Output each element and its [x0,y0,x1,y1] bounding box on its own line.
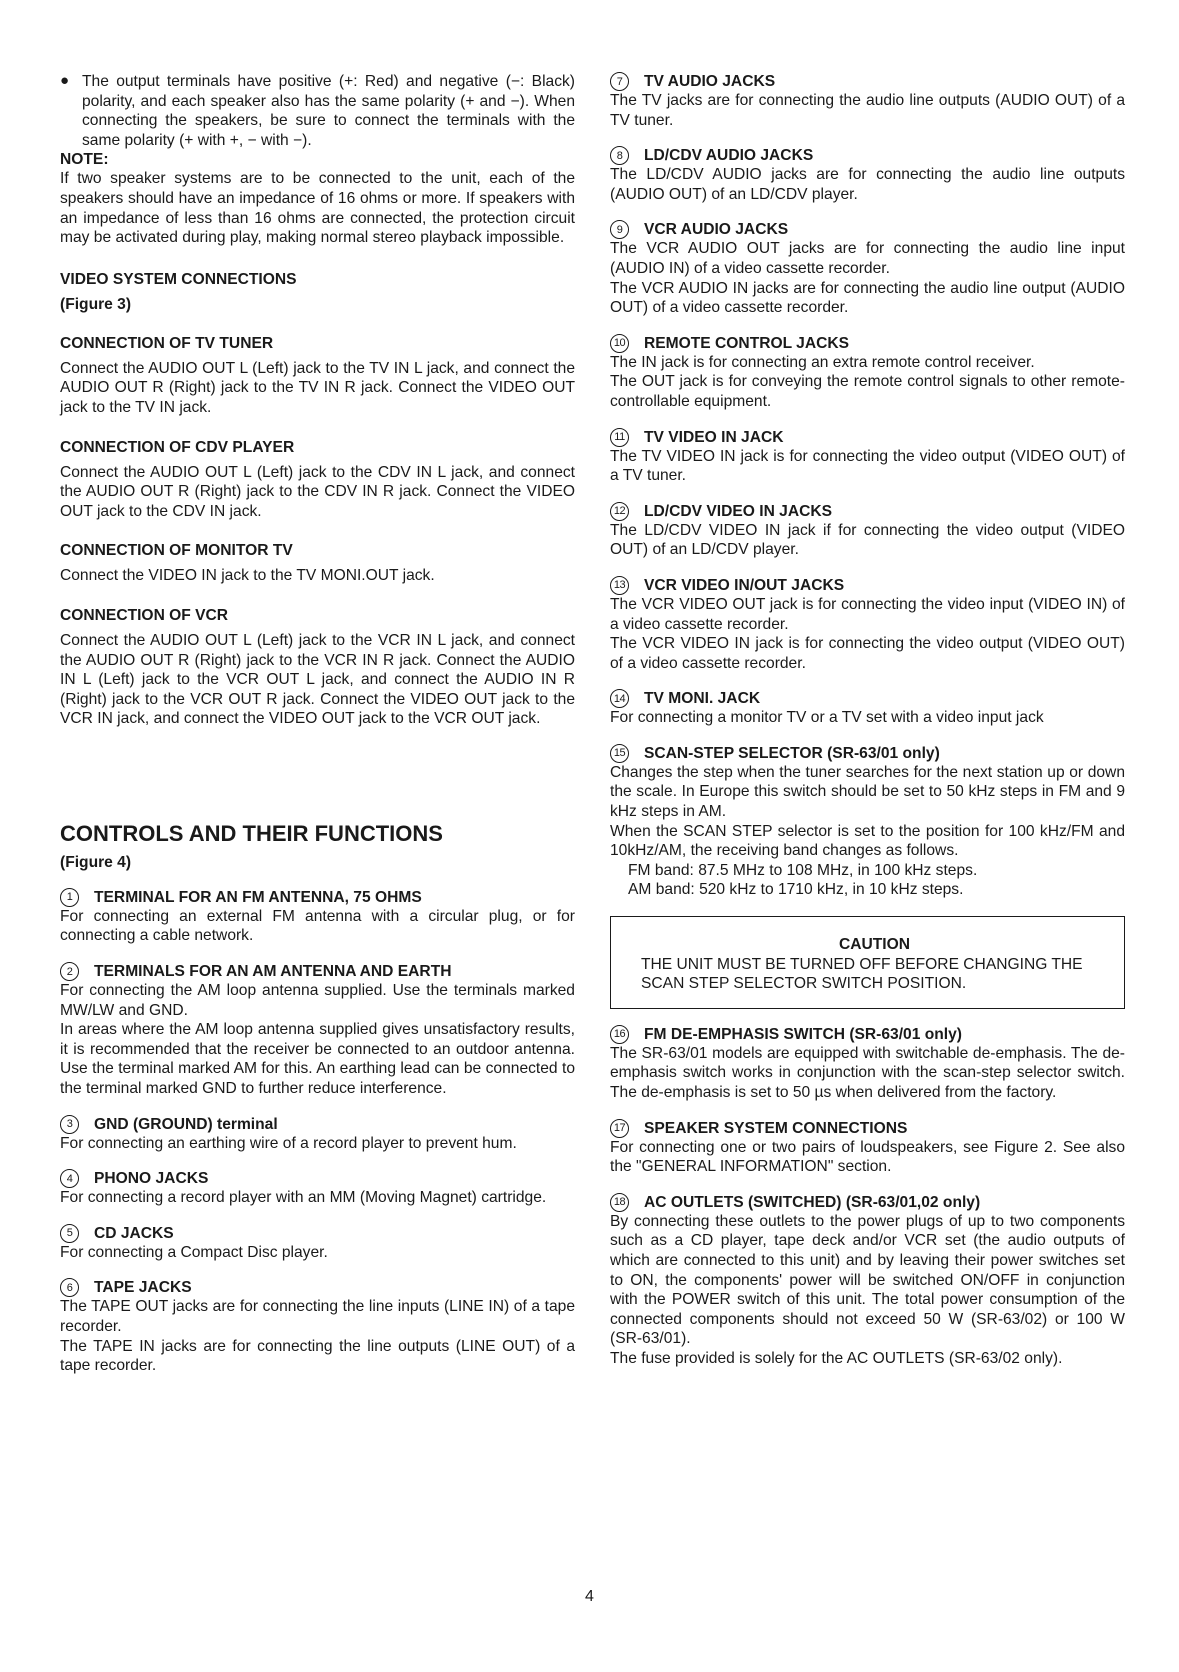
item-vcr-video-jacks [610,576,1125,673]
circled-number-icon: 8 [610,146,629,165]
circled-number-icon: 11 [610,428,629,447]
item-title: VCR VIDEO IN/OUT JACKS [644,576,845,594]
item-scan-step-selector [610,744,1125,900]
item-text: For connecting the AM loop antenna supplied. Use the terminals marked MW/LW and GND. [60,982,575,1019]
item-text: For connecting an earthing wire of a record player to prevent hum. [60,1134,517,1152]
item-text: The VCR VIDEO OUT jack is for connecting the video input (VIDEO IN) of a video cassette recorder. [610,595,1125,633]
item-text: For connecting a monitor TV or a TV set with a video input jack [610,709,1044,727]
item-text: The TV VIDEO IN jack is for connecting the video output (VIDEO OUT) of a TV tuner. [610,447,1125,485]
circled-number-icon: 6 [60,1278,79,1297]
item-title: CD JACKS [94,1224,174,1242]
circled-number-icon: 15 [610,744,629,763]
item-tv-audio-jacks [610,72,1125,130]
video-system-figure: (Figure 3) [60,295,132,313]
section-tv-tuner [60,334,575,418]
circled-number-icon: 2 [60,962,79,981]
item-text-2: The fuse provided is solely for the AC OUTLETS (SR-63/02 only). [610,1349,1063,1367]
circled-number-icon: 4 [60,1169,79,1188]
item-title: VCR AUDIO JACKS [644,221,789,239]
note-text: If two speaker systems are to be connected to the unit, each of the speakers should have an impedance of 16 ohms or more. If speakers with an impedance of less than 16 ohms are connected, the protection circuit may be activated during play, making normal stereo playback impossible. [60,170,575,247]
am-band-line: AM band: 520 kHz to 1710 kHz, in 10 kHz steps. [628,881,964,899]
item-ac-outlets [610,1193,1125,1369]
item-text-2: In areas where the AM loop antenna supplied gives unsatisfactory results, it is recommended that the receiver be connected to an outdoor antenna. Use the terminal marked AM for this. An earthing lead can be connected to the terminal marked GND to further reduce interference. [60,1021,575,1098]
item-ldcdv-video-in-jacks [610,502,1125,560]
video-system-title: VIDEO SYSTEM CONNECTIONS [60,270,297,288]
section-text: Connect the AUDIO OUT L (Left) jack to the VCR IN L jack, and connect the AUDIO OUT R (Right) jack to the VCR IN R jack. Connect the AUDIO IN L (Left) jack to the VCR OUT L jack, and connect the AUDIO IN R (Right) jack to the VCR OUT R jack. Connect the VIDEO OUT jack to the VCR IN jack, and connect the VIDEO OUT jack to the VCR OUT jack. [60,631,575,728]
section-vcr [60,606,575,729]
section-monitor-tv [60,541,575,586]
item-title: TERMINALS FOR AN AM ANTENNA AND EARTH [94,963,452,981]
controls-title: CONTROLS AND THEIR FUNCTIONS [60,820,443,846]
item-vcr-audio-jacks [610,220,1125,317]
item-tv-video-in-jack [610,428,1125,486]
item-text-2: The VCR AUDIO IN jacks are for connecting the audio line output (AUDIO OUT) of a video cassette recorder. [610,279,1125,317]
controls-figure: (Figure 4) [60,853,132,871]
item-text: For connecting one or two pairs of loudspeakers, see Figure 2. See also the "GENERAL INFORMATION" section. [610,1138,1125,1176]
section-title: CONNECTION OF CDV PLAYER [60,438,295,456]
polarity-text: The output terminals have positive (+: Red) and negative (−: Black) polarity, and each speaker also has the same polarity (+ and −). When connecting the speakers, be sure to connect the terminals with the same polarity (+ with +, − with −). [82,73,575,149]
item-cd-jacks [60,1224,575,1263]
item-title: TERMINAL FOR AN FM ANTENNA, 75 OHMS [94,888,422,906]
item-title: TAPE JACKS [94,1279,192,1297]
item-tape-jacks [60,1278,575,1375]
item-text: For connecting a record player with an MM (Moving Magnet) cartridge. [60,1189,547,1207]
item-text: For connecting an external FM antenna with a circular plug, or for connecting a cable network. [60,907,575,945]
circled-number-icon: 3 [60,1115,79,1134]
item-title: LD/CDV VIDEO IN JACKS [644,502,833,520]
item-title: SPEAKER SYSTEM CONNECTIONS [644,1119,908,1137]
caution-box [610,916,1125,1009]
item-speaker-system [610,1119,1125,1177]
section-cdv-player [60,438,575,522]
section-title: CONNECTION OF TV TUNER [60,334,274,352]
section-title: CONNECTION OF MONITOR TV [60,542,293,560]
right-column [610,72,1125,1369]
item-text-2: The TAPE IN jacks are for connecting the line outputs (LINE OUT) of a tape recorder. [60,1337,575,1375]
section-text: Connect the VIDEO IN jack to the TV MONI.OUT jack. [60,567,435,585]
circled-number-icon: 13 [610,576,629,595]
item-text: The LD/CDV VIDEO IN jack if for connecting the video output (VIDEO OUT) of an LD/CDV player. [610,521,1125,559]
circled-number-icon: 7 [610,72,629,91]
item-title: LD/CDV AUDIO JACKS [644,147,814,165]
circled-number-icon: 12 [610,502,629,521]
section-text: Connect the AUDIO OUT L (Left) jack to the CDV IN L jack, and connect the AUDIO OUT R (Right) jack to the CDV IN R jack. Connect the VIDEO OUT jack to the CDV IN jack. [60,463,575,520]
caution-title: CAUTION [838,936,911,954]
item-fm-de-emphasis [610,1025,1125,1103]
item-phono-jacks [60,1169,575,1208]
item-text: The IN jack is for connecting an extra remote control receiver. [610,353,1035,371]
item-title: TV AUDIO JACKS [644,73,776,90]
item-title: FM DE-EMPHASIS SWITCH (SR-63/01 only) [644,1025,962,1043]
item-tv-moni-jack [610,689,1125,728]
circled-number-icon: 10 [610,334,629,353]
circled-number-icon: 17 [610,1119,629,1138]
left-column [60,72,575,1376]
page-number: 4 [585,1588,594,1605]
item-title: TV VIDEO IN JACK [644,428,784,446]
item-text: By connecting these outlets to the power plugs of up to two components such as a CD player, tape deck and/or VCR set (the audio outputs of which are connected to this unit) and by leaving their power switches set to ON, the components' power will be switched ON/OFF in conjunction with the POWER switch of this unit. The total power consumption of the connected components should not exceed 50 W (SR-63/02) or 100 W (SR-63/01). [610,1212,1125,1348]
item-title: REMOTE CONTROL JACKS [644,334,850,352]
item-title: GND (GROUND) terminal [94,1115,278,1133]
circled-number-icon: 1 [60,888,79,907]
item-title: SCAN-STEP SELECTOR (SR-63/01 only) [644,744,940,762]
item-fm-antenna [60,888,575,946]
item-title: AC OUTLETS (SWITCHED) (SR-63/01,02 only) [644,1193,981,1211]
section-title: CONNECTION OF VCR [60,606,229,624]
item-text: For connecting a Compact Disc player. [60,1243,328,1261]
circled-number-icon: 5 [60,1224,79,1243]
caution-text: THE UNIT MUST BE TURNED OFF BEFORE CHANGING THE SCAN STEP SELECTOR SWITCH POSITION. [641,955,1083,993]
circled-number-icon: 14 [610,689,629,708]
note-title: NOTE: [60,151,109,169]
item-remote-control-jacks [610,334,1125,412]
fm-band-line: FM band: 87.5 MHz to 108 MHz, in 100 kHz steps. [628,861,978,879]
polarity-bullet [60,72,575,150]
item-text: The TV jacks are for connecting the audio line outputs (AUDIO OUT) of a TV tuner. [610,92,1125,129]
item-text: Changes the step when the tuner searches for the next station up or down the scale. In Europe this switch should be set to 50 kHz steps in FM and 9 kHz steps in AM. [610,763,1125,821]
item-text-2: The VCR VIDEO IN jack is for connecting the video output (VIDEO OUT) of a video cassette recorder. [610,635,1125,672]
circled-number-icon: 9 [610,220,629,239]
item-text-2: When the SCAN STEP selector is set to the position for 100 kHz/FM and 10kHz/AM, the receiving band changes as follows. [610,822,1125,860]
item-text: The VCR AUDIO OUT jacks are for connecting the audio line input (AUDIO IN) of a video cassette recorder. [610,240,1125,277]
item-gnd-terminal [60,1115,575,1154]
circled-number-icon: 18 [610,1193,629,1212]
item-text: The TAPE OUT jacks are for connecting the line inputs (LINE IN) of a tape recorder. [60,1298,575,1335]
item-text: The LD/CDV AUDIO jacks are for connecting the audio line outputs (AUDIO OUT) of an LD/CDV player. [610,166,1125,203]
section-text: Connect the AUDIO OUT L (Left) jack to the TV IN L jack, and connect the AUDIO OUT R (Right) jack to the TV IN R jack. Connect the VIDEO OUT jack to the TV IN jack. [60,359,575,416]
item-text-2: The OUT jack is for conveying the remote control signals to other remote-controllable equipment. [610,373,1125,410]
circled-number-icon: 16 [610,1025,629,1044]
item-title: PHONO JACKS [94,1170,209,1188]
item-title: TV MONI. JACK [644,690,761,708]
item-am-antenna [60,962,575,1099]
item-text: The SR-63/01 models are equipped with switchable de-emphasis. The de-emphasis switch works in conjunction with the scan-step selector switch. The de-emphasis is set to 50 µs when delivered from the factory. [610,1044,1125,1101]
bullet-icon: ● [60,72,70,89]
item-ldcdv-audio-jacks [610,146,1125,204]
